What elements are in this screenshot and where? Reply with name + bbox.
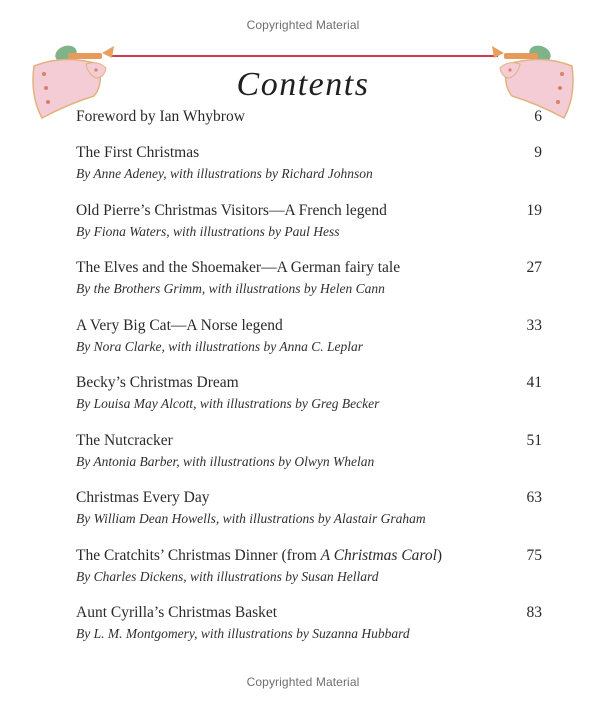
entry-page-number: 83: [526, 604, 542, 621]
copyright-watermark-bottom: Copyrighted Material: [246, 675, 360, 689]
entry-byline: By Charles Dickens, with illustrations by Susan Hellard: [76, 568, 379, 584]
entry-title: Christmas Every Day: [76, 489, 210, 506]
toc-entry[interactable]: [76, 602, 542, 660]
entry-page-number: 19: [526, 201, 542, 219]
entry-byline: By L. M. Montgomery, with illustrations by Suzanna Hubbard: [76, 626, 410, 641]
entry-title-italic: A Christmas Carol: [320, 546, 437, 564]
entry-title: The First Christmas: [76, 144, 200, 161]
toc-entry[interactable]: [76, 487, 542, 545]
entry-byline: By William Dean Howells, with illustrations by Alastair Graham: [76, 511, 426, 526]
entry-byline: By Fiona Waters, with illustrations by Paul Hess: [76, 223, 340, 239]
toc-entry[interactable]: [76, 372, 542, 430]
toc-entry[interactable]: [76, 430, 542, 488]
entry-page-number: 51: [526, 431, 542, 449]
toc-entry[interactable]: [76, 545, 542, 603]
entry-page-number: 63: [526, 489, 542, 506]
entry-title: Old Pierre’s Christmas Visitors—A French legend: [76, 201, 387, 219]
entry-page-number: 75: [526, 546, 542, 564]
entry-title: The Elves and the Shoemaker—A German fairy tale: [76, 259, 401, 276]
entry-title-prefix: The Cratchits’ Christmas Dinner (from: [76, 546, 321, 564]
entry-page-number: 9: [534, 144, 542, 161]
entry-title: A Very Big Cat—A Norse legend: [76, 316, 283, 334]
page-title: Contents: [236, 66, 370, 103]
entry-title: [76, 545, 542, 567]
entry-byline: By Anne Adeney, with illustrations by Richard Johnson: [76, 166, 373, 181]
entry-byline: By Antonia Barber, with illustrations by Olwyn Whelan: [76, 453, 375, 469]
entry-byline: By Nora Clarke, with illustrations by Anna C. Leplar: [76, 338, 364, 354]
entry-byline: By Louisa May Alcott, with illustrations by Greg Becker: [76, 396, 380, 411]
toc-entry[interactable]: [76, 315, 542, 373]
entry-title-suffix: ): [436, 546, 443, 564]
table-of-contents: [76, 106, 542, 660]
entry-title: The Nutcracker: [76, 431, 173, 449]
entry-page-number: 33: [526, 316, 542, 334]
entry-page-number: 6: [534, 108, 542, 125]
copyright-watermark-top: Copyrighted Material: [246, 18, 360, 32]
toc-entry[interactable]: [76, 142, 542, 200]
entry-title: Aunt Cyrilla’s Christmas Basket: [76, 604, 278, 621]
entry-page-number: 41: [526, 374, 542, 391]
entry-title: Becky’s Christmas Dream: [76, 374, 239, 391]
toc-entry[interactable]: [76, 106, 542, 142]
entry-title: Foreword by Ian Whybrow: [76, 108, 245, 125]
toc-entry[interactable]: [76, 257, 542, 315]
entry-page-number: 27: [526, 259, 542, 276]
decorative-rule: [110, 55, 498, 57]
entry-byline: By the Brothers Grimm, with illustrations by Helen Cann: [76, 281, 385, 296]
toc-entry[interactable]: [76, 200, 542, 258]
